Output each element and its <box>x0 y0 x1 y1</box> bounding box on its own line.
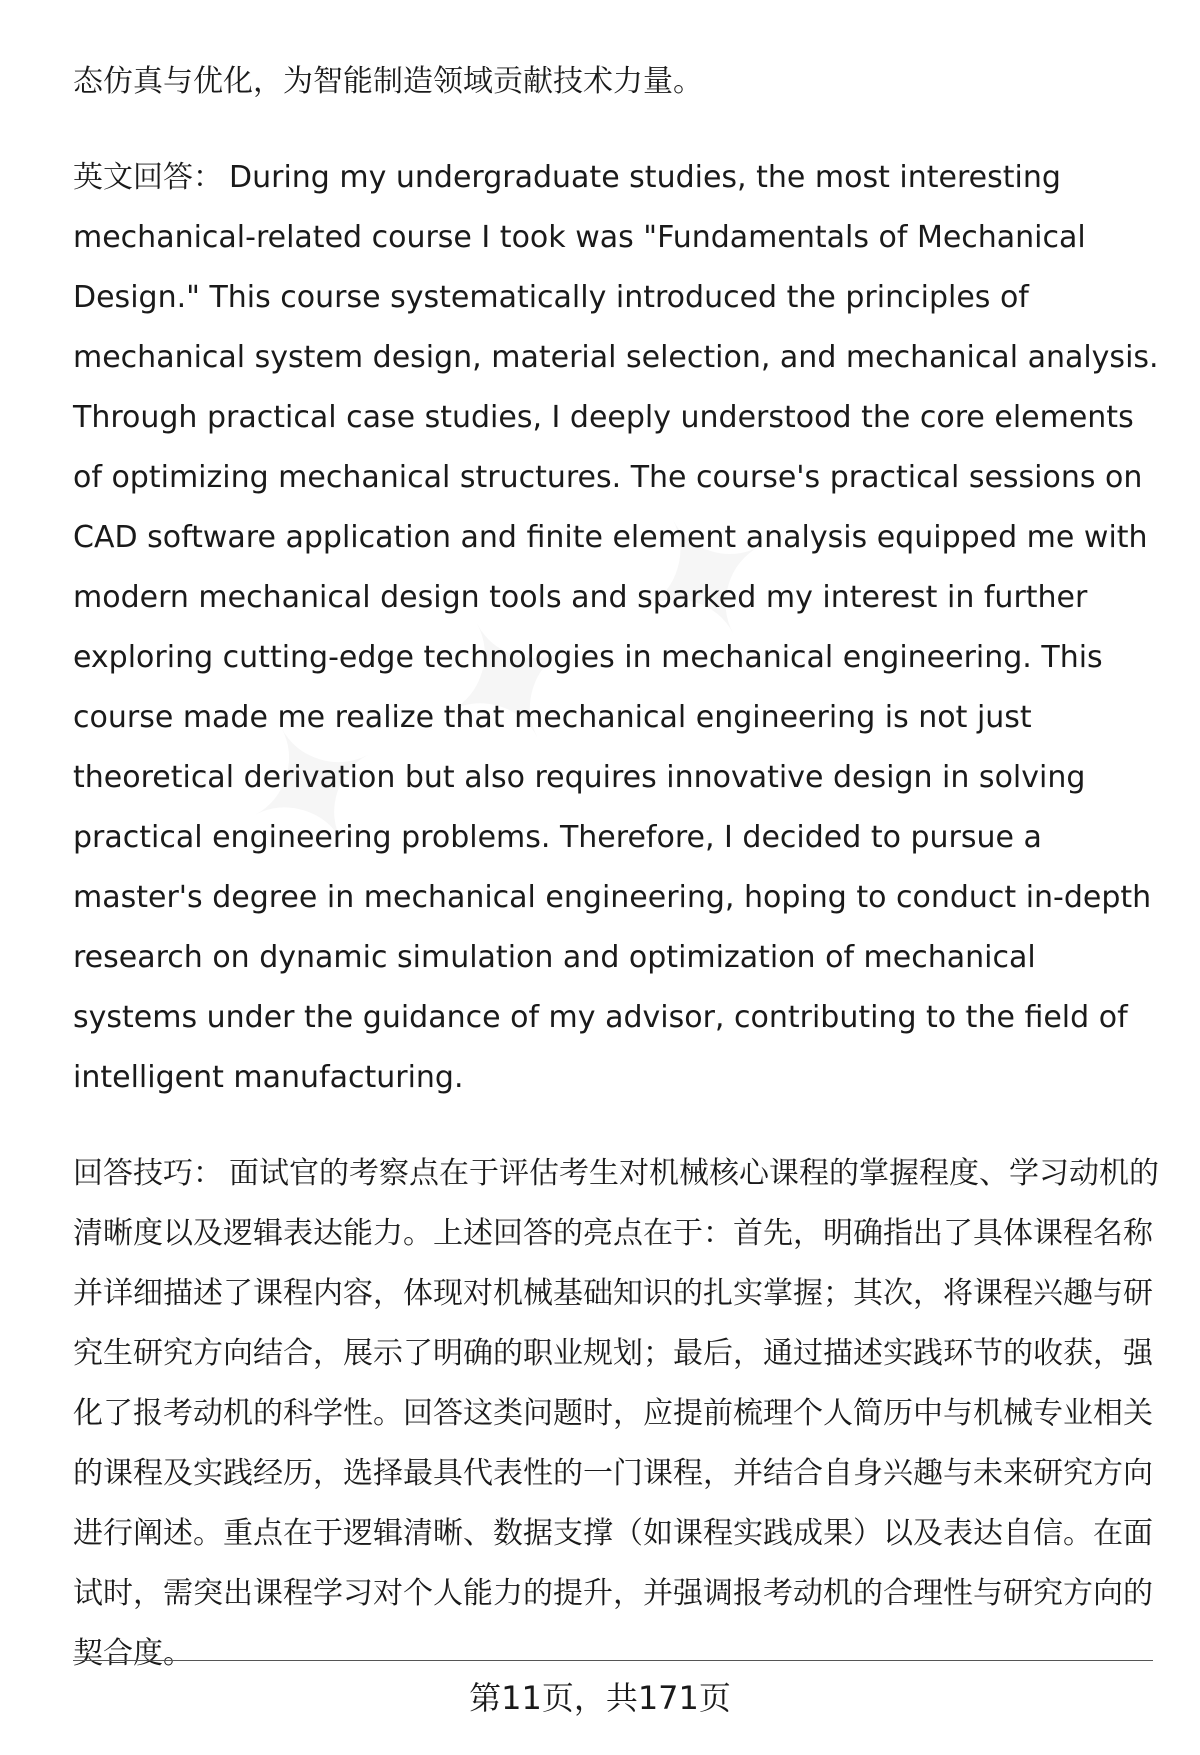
english-answer-text: During my undergraduate studies, the most interesting mechanical-related course I took was "Fundamentals of Mechanical Design." This course systematically introduced the principles of mechanical system design, material selection, and mechanical analysis. Through practical case studies, I deeply understood the core elements of optimizing mechanical structures. The course's practical sessions on CAD software application and finite element analysis equipped me with modern mechanical design tools and sparked my interest in further exploring cutting-edge technologies in mechanical engineering. This course made me realize that mechanical engineering is not just theoretical derivation but also requires innovative design in solving practical engineering problems. Therefore, I decided to pursue a master's degree in mechanical engineering, hoping to conduct in-depth research on dynamic simulation and optimization of mechanical systems under the guidance of my advisor, contributing to the field of intelligent manufacturing. <box>73 160 1159 1095</box>
document-body <box>73 52 1163 1684</box>
page-number: 第11页，共171页 <box>469 1679 731 1717</box>
answer-tips-paragraph <box>73 1144 1163 1684</box>
intro-tail-paragraph: 态仿真与优化，为智能制造领域贡献技术力量。 <box>73 64 703 99</box>
answer-tips-label: 回答技巧： <box>73 1156 223 1191</box>
answer-tips-text: 面试官的考察点在于评估考生对机械核心课程的掌握程度、学习动机的清晰度以及逻辑表达能力。上述回答的亮点在于：首先，明确指出了具体课程名称并详细描述了课程内容，体现对机械基础知识的扎实掌握；其次，将课程兴趣与研究生研究方向结合，展示了明确的职业规划；最后，通过描述实践环节的收获，强化了报考动机的科学性。回答这类问题时，应提前梳理个人简历中与机械专业相关的课程及实践经历，选择最具代表性的一门课程，并结合自身兴趣与未来研究方向进行阐述。重点在于逻辑清晰、数据支撑（如课程实践成果）以及表达自信。在面试时，需突出课程学习对个人能力的提升，并强调报考动机的合理性与研究方向的契合度。 <box>73 1156 1159 1671</box>
footer-divider <box>73 1660 1153 1661</box>
paragraph-gap <box>73 1108 1163 1144</box>
english-answer-label: 英文回答： <box>73 160 223 195</box>
english-answer-paragraph <box>73 148 1163 1108</box>
paragraph-gap <box>73 112 1163 148</box>
